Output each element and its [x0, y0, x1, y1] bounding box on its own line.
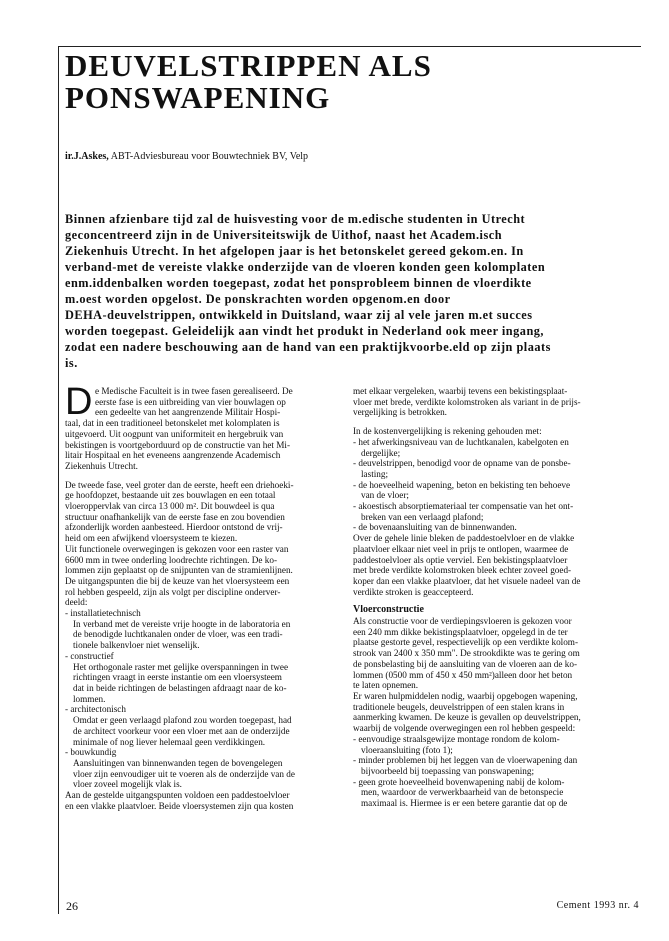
lead-line: DEHA-deuvelstrippen, ontwikkeld in Duitsland, waar zij al vele jaren m.et succes [65, 308, 533, 322]
bullet-line: - akoestisch absorptiemateriaal ter compensatie van het ont- [353, 501, 574, 512]
list-item-text: vloer zoveel mogelijk vlak is. [73, 779, 182, 790]
text-line: strook van 2400 x 350 mm". De strookdikte was te gering om [353, 648, 580, 659]
text-line: eerste fase is een uitbreiding van vier bouwlagen op [95, 396, 286, 407]
first-paragraph [65, 381, 343, 472]
text-line: In de kostenvergelijking is rekening gehouden met: [353, 426, 542, 437]
bullet-line: dergelijke; [361, 447, 401, 458]
bullet-line: men, waardoor de verwerkbaarheid van de betonspecie [361, 787, 564, 798]
text-line: vloeroppervlak van circa 13 000 m². Dit bouwdeel is qua [65, 501, 275, 512]
text-line: Uit functionele overwegingen is gekozen voor een raster van [65, 543, 289, 554]
text-line: Over de gehele linie bleken de paddestoelvloer en de vlakke [353, 533, 575, 544]
text-line: waarbij de volgende overwegingen een rol hebben gespeeld: [353, 723, 576, 734]
bullet-line: - het afwerkingsniveau van de luchtkanalen, kabelgoten en [353, 436, 569, 447]
list-item-head: - installatietechnisch [65, 608, 141, 619]
author-affiliation: ABT-Adviesbureau voor Bouwtechniek BV, Velp [110, 151, 309, 162]
text-line: lommen (0500 mm of 450 x 450 mm²)alleen door het beton [353, 669, 573, 680]
text-line: taal, dat in een traditioneel betonskelet met kolomplaten is [65, 418, 280, 429]
author-name: ir.J.Askes, [65, 151, 109, 162]
lead-paragraph [65, 211, 638, 371]
text-line: met elkaar vergeleken, waarbij tevens een bekistingsplaat- [353, 386, 568, 396]
text-line: De uitgangspunten die bij de keuze van het vloersysteem een [65, 575, 290, 586]
text-line: aanmerking kwamen. De keuze is gevallen op deuvelstrippen, [353, 712, 581, 723]
list-item-text: richtingen vraagt in eerste instantie om een vloersysteem [73, 672, 282, 683]
list-item-text: minimale of nog liever helemaal geen verdikkingen. [73, 736, 266, 747]
list-item-head: - architectonisch [65, 704, 126, 715]
lead-line: geconcentreerd zijn in de Universiteitswijk de Uithof, naast het Academ.isch [65, 228, 503, 242]
text-line: traditionele beugels, deuvelstrippen of een stalen krans in [353, 701, 565, 712]
text-line: uitgevoerd. Uit oogpunt van uniformiteit en hergebruik van [65, 428, 284, 439]
lead-line: Binnen afzienbare tijd zal de huisvesting voor de m.edische studenten in Utrecht [65, 212, 526, 226]
lead-line: Ziekenhuis Utrecht. In het afgelopen jaar is het betonskelet gereed gekom.en. In [65, 244, 524, 258]
bullet-line: maximaal is. Hiermee is er een betere garantie dat op de [361, 798, 568, 809]
paragraph-gap [353, 597, 631, 605]
title-line: PONSWAPENING [65, 80, 331, 115]
bullet-line: van de vloer; [361, 490, 409, 501]
text-line: Er waren hulpmiddelen nodig, waarbij opgebogen wapening, [353, 690, 578, 701]
text-line: ge hoofdopzet, bestaande uit zes bouwlagen en een totaal [65, 490, 276, 501]
list-item-head: - bouwkundig [65, 747, 117, 758]
list-item-text: de benodigde luchtkanalen onder de vloer, was een tradi- [73, 629, 283, 640]
title-line: DEUVELSTRIPPEN ALS [65, 48, 432, 83]
lead-line: verband-met de vereiste vlakke onderzijde van de vloeren konden geen kolomplaten [65, 260, 546, 274]
text-line: De tweede fase, veel groter dan de eerste, heeft een driehoeki- [65, 479, 294, 490]
lead-line: worden toegepast. Geleidelijk aan vindt het produkt in Nederland ook meer ingang, [65, 324, 545, 338]
text-line: en een vlakke plaatvloer. Beide vloersystemen zijn qua kosten [65, 800, 294, 811]
bullet-line: vloeraansluiting (foto 1); [361, 744, 453, 755]
bullet-line: bijvoorbeeld bij toepassing van ponswapening; [361, 765, 535, 776]
bullet-line: lasting; [361, 468, 389, 479]
list-item-head: - constructief [65, 650, 114, 661]
text-line: plaatse gestorte gevel, respectievelijk op een verdikte kolom- [353, 637, 579, 648]
section-heading: Vloerconstructie [353, 605, 424, 616]
paragraph-gap [65, 472, 343, 480]
text-line: met brede verdikte kolomstroken bleek echter zoveel goed- [353, 565, 572, 576]
text-line: vergelijking is betrokken. [353, 407, 447, 418]
text-line: lommen zijn geplaatst op de snijpunten van de stramienlijnen. [65, 565, 293, 576]
text-line: Als constructie voor de verdiepingsvloeren is gekozen voor [353, 616, 572, 627]
text-line: bekistingen is voortgeborduurd op de constructie van het Mi- [65, 439, 291, 450]
text-line: vloer met brede, verdikte kolomstroken als variant in de prijs- [353, 396, 581, 407]
article-title [65, 50, 635, 114]
list-item-text: Aansluitingen van binnenwanden tegen de bovengelegen [73, 757, 283, 768]
text-line: e Medische Faculteit is in twee fasen gerealiseerd. De [95, 386, 293, 396]
text-line: heid om een afwijkend vloersysteem te kiezen. [65, 533, 238, 544]
text-line: litair Hospitaal en het eveneens aangrenzende Academisch [65, 450, 281, 461]
lead-line: is. [65, 356, 78, 370]
text-line: verdikte stroken is geaccepteerd. [353, 586, 474, 597]
list-item-text: In verband met de vereiste vrije hoogte in de laboratoria en [73, 618, 291, 629]
author-line [65, 151, 308, 163]
text-line: de ponsbelasting bij de aansluiting van de vloeren aan de ko- [353, 658, 578, 669]
lead-line: zodat een nadere beschouwing aan de hand van een praktijkvoorbe.eld op zijn plaats [65, 340, 551, 354]
bullet-line: - de bovenaansluiting van de binnenwanden. [353, 522, 517, 533]
page-number: 26 [66, 899, 78, 913]
list-item-text: dat in beide richtingen de belastingen afdraagt naar de ko- [73, 682, 287, 693]
list-item-text: tionele balkenvloer niet wenselijk. [73, 640, 200, 651]
journal-issue: Cement 1993 nr. 4 [556, 900, 639, 911]
text-line: Aan de gestelde uitgangspunten voldoen een paddestoelvloer [65, 790, 290, 801]
text-line: paddestoelvloer als optie verviel. Een bekistingsplaatvloer [353, 554, 568, 565]
text-line: een gedeelte van het aangrenzende Militair Hospi- [95, 407, 281, 418]
bullet-line: - eenvoudige straalsgewijze montage rondom de kolom- [353, 733, 560, 744]
bullet-line: - de hoeveelheid wapening, beton en bekisting ten behoeve [353, 479, 571, 490]
bullet-line: - minder problemen bij het leggen van de vloerwapening dan [353, 755, 578, 766]
bullet-line: breken van een verlaagd plafond; [361, 511, 484, 522]
lead-line: m.oest worden opgelost. De ponskrachten worden opgenom.en door [65, 292, 451, 306]
drop-cap: D [65, 381, 93, 423]
text-line: plaatvloer elkaar niet veel in prijs te ontlopen, waarmee de [353, 543, 569, 554]
body-column-left [65, 381, 343, 811]
text-line: te laten opnemen. [353, 680, 419, 691]
list-item-text: Het orthogonale raster met gelijke overspanningen in twee [73, 661, 289, 672]
text-line: structuur onafhankelijk van de eerste fase en zou bovendien [65, 511, 285, 522]
text-line: Ziekenhuis Utrecht. [65, 460, 138, 471]
text-line: rol hebben gespeeld, zijn als volgt per discipline onderver- [65, 586, 281, 597]
paragraph-gap [353, 418, 631, 426]
text-line: 6600 mm in twee onderling loodrechte richtingen. De ko- [65, 554, 278, 565]
bullet-line: - geen grote hoeveelheid bovenwapening nabij de kolom- [353, 776, 565, 787]
list-item-text: vloer zijn eenvoudiger uit te voeren als de onderzijde van de [73, 768, 295, 779]
text-line: een 240 mm dikke bekistingsplaatvloer, opgelegd in de ter [353, 626, 568, 637]
list-item-text: de architect voorkeur voor een vloer met aan de onderzijde [73, 725, 290, 736]
bullet-line: - deuvelstrippen, benodigd voor de opname van de ponsbe- [353, 458, 571, 469]
text-line: afzonderlijk worden aanbesteed. Hierdoor ontstond de vrij- [65, 522, 283, 533]
text-line: koper dan een vlakke plaatvloer, dat het visuele nadeel van de [353, 575, 581, 586]
list-item-text: lommen. [73, 693, 106, 704]
body-column-right [353, 386, 631, 809]
text-line: deeld: [65, 597, 88, 608]
lead-line: enm.iddenbalken worden toegepast, zodat het ponsprobleem binnen de vloerdikte [65, 276, 532, 290]
list-item-text: Omdat er geen verlaagd plafond zou worden toegepast, had [73, 715, 292, 726]
